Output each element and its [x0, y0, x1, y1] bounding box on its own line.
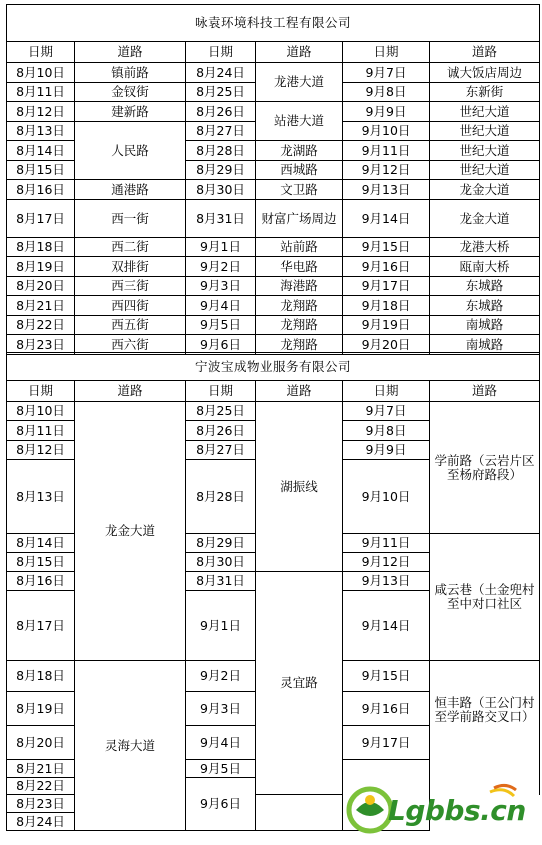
- road-cell: 学前路（云岩片区至杨府路段）: [430, 402, 540, 534]
- road-cell: 龙湖路: [256, 141, 343, 161]
- date-cell: 8月12日: [7, 441, 75, 460]
- date-cell: 8月13日: [7, 460, 75, 534]
- road-cell: 南城路: [430, 316, 540, 335]
- date-cell: 9月16日: [343, 692, 430, 726]
- date-cell: 9月4日: [186, 296, 256, 316]
- date-cell: 8月25日: [186, 402, 256, 421]
- date-cell: 9月2日: [186, 257, 256, 277]
- date-cell: 8月17日: [7, 200, 75, 238]
- road-cell: 西四街: [75, 296, 186, 316]
- road-cell: 西三街: [75, 277, 186, 296]
- date-cell: 8月14日: [7, 141, 75, 161]
- company-title: 咏袁环境科技工程有限公司: [7, 5, 540, 42]
- date-cell: 8月12日: [7, 102, 75, 122]
- date-cell: 8月16日: [7, 572, 75, 591]
- date-cell: 8月15日: [7, 553, 75, 572]
- date-cell: 9月1日: [186, 238, 256, 257]
- schedule-table-yongyuan: [6, 4, 540, 355]
- header-road: 道路: [75, 381, 186, 402]
- date-cell: 8月25日: [186, 83, 256, 102]
- date-cell: 8月23日: [7, 335, 75, 355]
- date-cell: [343, 760, 430, 778]
- road-cell: 灵海大道: [75, 661, 186, 831]
- road-cell: 东新街: [430, 83, 540, 102]
- date-cell: 8月19日: [7, 257, 75, 277]
- date-cell: 8月27日: [186, 441, 256, 460]
- date-cell: 8月13日: [7, 122, 75, 141]
- date-cell: 9月1日: [186, 591, 256, 661]
- road-cell: [430, 760, 540, 778]
- date-cell: 9月11日: [343, 141, 430, 161]
- header-road: 道路: [75, 42, 186, 63]
- road-cell: 通港路: [75, 180, 186, 200]
- date-cell: 8月10日: [7, 402, 75, 421]
- date-cell: 8月11日: [7, 83, 75, 102]
- date-cell: 8月21日: [7, 760, 75, 778]
- date-cell: [256, 795, 343, 813]
- road-cell: 世纪大道: [430, 102, 540, 122]
- watermark-text: Lgbbs.cn: [388, 794, 526, 827]
- date-cell: 9月15日: [343, 238, 430, 257]
- date-cell: 8月22日: [7, 316, 75, 335]
- date-cell: 8月20日: [7, 277, 75, 296]
- road-cell: 龙翔路: [256, 296, 343, 316]
- date-cell: 8月21日: [7, 296, 75, 316]
- date-cell: 9月14日: [343, 200, 430, 238]
- date-cell: 9月9日: [343, 102, 430, 122]
- date-cell: 8月24日: [7, 813, 75, 831]
- road-cell: 世纪大道: [430, 122, 540, 141]
- date-cell: 8月15日: [7, 161, 75, 180]
- header-date: 日期: [186, 42, 256, 63]
- date-cell: 9月17日: [343, 726, 430, 760]
- date-cell: 8月16日: [7, 180, 75, 200]
- date-cell: 8月31日: [186, 200, 256, 238]
- date-cell: [256, 813, 343, 831]
- date-cell: 9月6日: [186, 778, 256, 831]
- date-cell: 8月19日: [7, 692, 75, 726]
- date-cell: 9月17日: [343, 277, 430, 296]
- road-cell: 恒丰路（王公门村至学前路交叉口）: [430, 661, 540, 760]
- road-cell: 财富广场周边: [256, 200, 343, 238]
- date-cell: 8月14日: [7, 534, 75, 553]
- date-cell: 8月20日: [7, 726, 75, 760]
- date-cell: 9月6日: [186, 335, 256, 355]
- date-cell: 8月23日: [7, 795, 75, 813]
- header-road: 道路: [430, 381, 540, 402]
- road-cell: 咸云巷（土金兜村至中对口社区: [430, 534, 540, 661]
- road-cell: 站前路: [256, 238, 343, 257]
- date-cell: 8月27日: [186, 122, 256, 141]
- header-date: 日期: [343, 381, 430, 402]
- date-cell: 9月15日: [343, 661, 430, 692]
- date-cell: 9月9日: [343, 441, 430, 460]
- date-cell: 9月14日: [343, 591, 430, 661]
- date-cell: 9月7日: [343, 402, 430, 421]
- date-cell: 9月18日: [343, 296, 430, 316]
- road-cell: 西一街: [75, 200, 186, 238]
- date-cell: 8月28日: [186, 141, 256, 161]
- date-cell: 8月18日: [7, 661, 75, 692]
- road-cell: 海港路: [256, 277, 343, 296]
- date-cell: 8月10日: [7, 63, 75, 83]
- road-cell: 人民路: [75, 122, 186, 180]
- road-cell: 西六街: [75, 335, 186, 355]
- date-cell: 9月20日: [343, 335, 430, 355]
- road-cell: 镇前路: [75, 63, 186, 83]
- date-cell: 9月8日: [343, 83, 430, 102]
- road-cell: 龙港大道: [256, 63, 343, 102]
- date-cell: 9月5日: [186, 760, 256, 778]
- header-date: 日期: [7, 381, 75, 402]
- date-cell: 8月29日: [186, 161, 256, 180]
- road-cell: 西城路: [256, 161, 343, 180]
- road-cell: 世纪大道: [430, 141, 540, 161]
- date-cell: 9月7日: [343, 63, 430, 83]
- road-cell: 诚大饭店周边: [430, 63, 540, 83]
- date-cell: 8月30日: [186, 553, 256, 572]
- date-cell: 9月3日: [186, 692, 256, 726]
- road-cell: 龙翔路: [256, 335, 343, 355]
- road-cell: 华电路: [256, 257, 343, 277]
- date-cell: 8月29日: [186, 534, 256, 553]
- date-cell: 9月3日: [186, 277, 256, 296]
- date-cell: 8月18日: [7, 238, 75, 257]
- date-cell: 9月2日: [186, 661, 256, 692]
- date-cell: 9月19日: [343, 316, 430, 335]
- date-cell: 8月24日: [186, 63, 256, 83]
- road-cell: 龙港大桥: [430, 238, 540, 257]
- date-cell: 9月12日: [343, 553, 430, 572]
- date-cell: 8月31日: [186, 572, 256, 591]
- road-cell: 龙翔路: [256, 316, 343, 335]
- header-road: 道路: [430, 42, 540, 63]
- road-cell: 瓯南大桥: [430, 257, 540, 277]
- date-cell: 9月10日: [343, 122, 430, 141]
- date-cell: 9月12日: [343, 161, 430, 180]
- road-cell: 双排街: [75, 257, 186, 277]
- date-cell: 8月30日: [186, 180, 256, 200]
- date-cell: 8月17日: [7, 591, 75, 661]
- road-cell: 东城路: [430, 296, 540, 316]
- road-cell: 文卫路: [256, 180, 343, 200]
- road-cell: 金钗街: [75, 83, 186, 102]
- road-cell: 世纪大道: [430, 161, 540, 180]
- company-title: 宁波宝成物业服务有限公司: [7, 353, 540, 381]
- road-cell: 龙金大道: [75, 402, 186, 661]
- header-road: 道路: [256, 381, 343, 402]
- road-cell: 南城路: [430, 335, 540, 355]
- road-cell: 龙金大道: [430, 200, 540, 238]
- date-cell: 9月10日: [343, 460, 430, 534]
- road-cell: 西二街: [75, 238, 186, 257]
- road-cell: 站港大道: [256, 102, 343, 141]
- road-cell: 西五街: [75, 316, 186, 335]
- road-cell: 东城路: [430, 277, 540, 296]
- header-date: 日期: [343, 42, 430, 63]
- date-cell: 9月16日: [343, 257, 430, 277]
- date-cell: 8月26日: [186, 421, 256, 441]
- date-cell: 9月11日: [343, 534, 430, 553]
- date-cell: 8月26日: [186, 102, 256, 122]
- date-cell: 8月28日: [186, 460, 256, 534]
- header-date: 日期: [7, 42, 75, 63]
- road-cell: 灵宜路: [256, 572, 343, 795]
- date-cell: 9月4日: [186, 726, 256, 760]
- schedule-table-baocheng: [6, 352, 540, 831]
- road-cell: 湖振线: [256, 402, 343, 572]
- road-cell: 建新路: [75, 102, 186, 122]
- header-date: 日期: [186, 381, 256, 402]
- road-cell: 龙金大道: [430, 180, 540, 200]
- header-road: 道路: [256, 42, 343, 63]
- date-cell: 9月8日: [343, 421, 430, 441]
- date-cell: 9月13日: [343, 180, 430, 200]
- date-cell: 8月22日: [7, 778, 75, 795]
- date-cell: 9月5日: [186, 316, 256, 335]
- date-cell: 9月13日: [343, 572, 430, 591]
- date-cell: 8月11日: [7, 421, 75, 441]
